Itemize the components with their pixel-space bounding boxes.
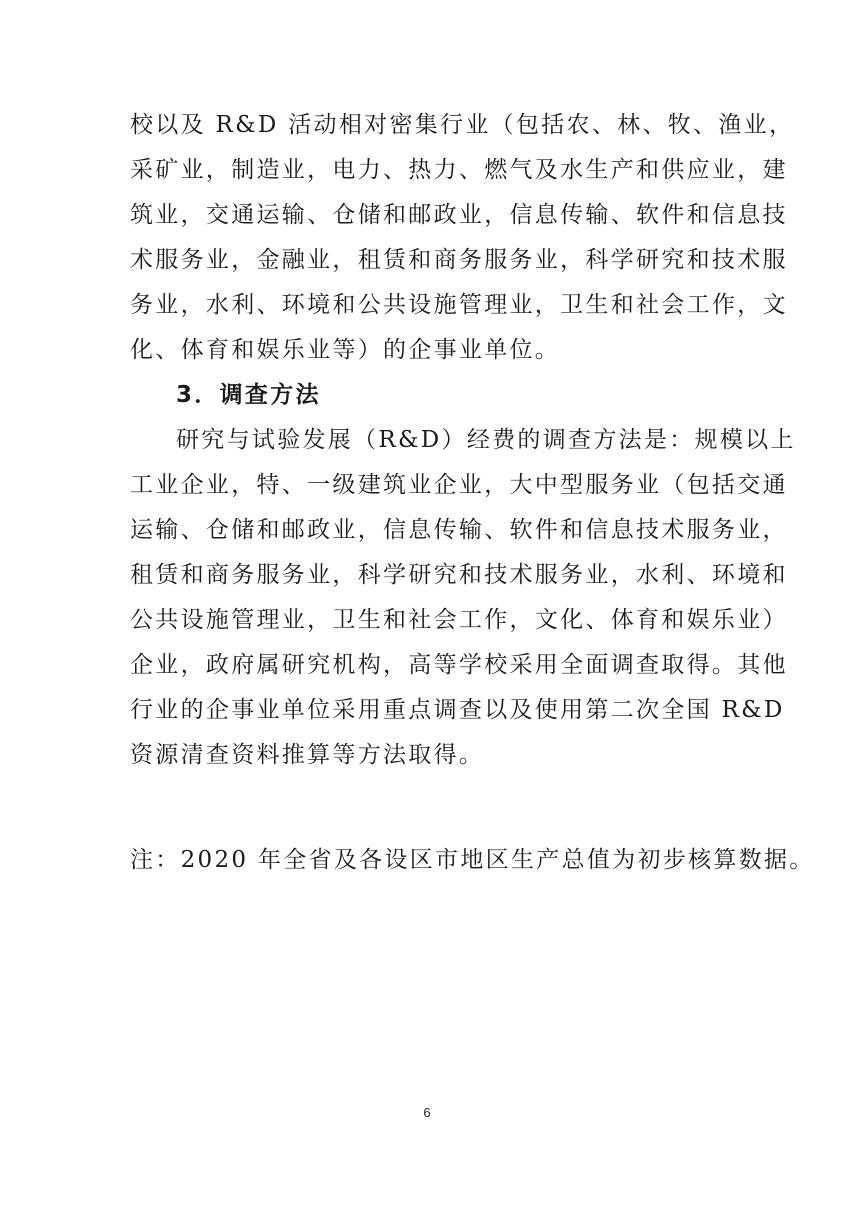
paragraph-line: 术服务业，金融业，租赁和商务服务业，科学研究和技术服 [130,247,788,273]
paragraph-line: 企业，政府属研究机构，高等学校采用全面调查取得。其他 [130,652,788,678]
paragraph-line: 采矿业，制造业，电力、热力、燃气及水生产和供应业，建 [130,157,788,183]
paragraph-line: 资源清查资料推算等方法取得。 [130,742,485,768]
footnote: 注：2020 年全省及各设区市地区生产总值为初步核算数据。 [130,847,815,873]
paragraph-line: 研究与试验发展（R&D）经费的调查方法是：规模以上 [176,427,796,453]
section-heading: 3．调查方法 [176,382,321,408]
paragraph-line: 租赁和商务服务业，科学研究和技术服务业，水利、环境和 [130,562,788,588]
paragraph-line: 务业，水利、环境和公共设施管理业，卫生和社会工作，文 [130,292,788,318]
paragraph-line: 运输、仓储和邮政业，信息传输、软件和信息技术服务业， [130,517,788,543]
paragraph-line: 公共设施管理业，卫生和社会工作，文化、体育和娱乐业） [130,607,788,633]
paragraph-line: 工业企业，特、一级建筑业企业，大中型服务业（包括交通 [130,472,788,498]
paragraph-line: 行业的企事业单位采用重点调查以及使用第二次全国 R&D [130,697,785,723]
paragraph-line: 校以及 R&D 活动相对密集行业（包括农、林、牧、渔业， [130,112,795,138]
paragraph-line: 化、体育和娱乐业等）的企事业单位。 [130,337,561,363]
page-number: 6 [423,1105,431,1120]
paragraph-line: 筑业，交通运输、仓储和邮政业，信息传输、软件和信息技 [130,202,788,228]
